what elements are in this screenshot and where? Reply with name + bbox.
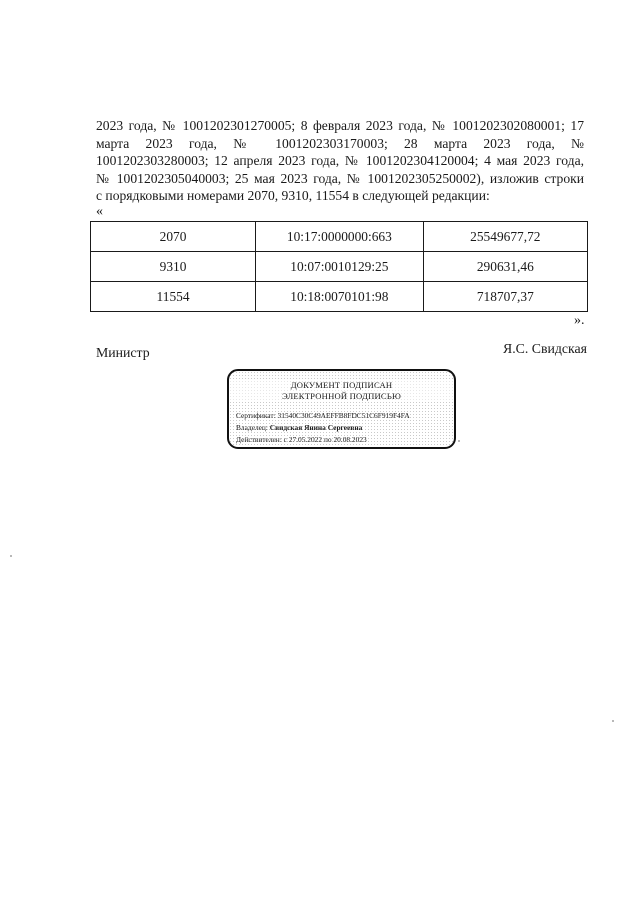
value-cell: 290631,46 — [423, 252, 587, 282]
stamp-title-line: ЭЛЕКТРОННОЙ ПОДПИСЬЮ — [281, 390, 401, 401]
table-row — [91, 282, 588, 312]
owner-value: Свидская Янина Сергеевна — [269, 423, 363, 432]
scan-speck — [10, 555, 12, 557]
table-row — [91, 222, 588, 252]
closing-quote: ». — [574, 313, 585, 328]
certificate-label: Сертификат: — [236, 411, 276, 420]
scan-speck — [458, 440, 460, 442]
cadastral-number-cell: 10:17:0000000:663 — [256, 222, 424, 252]
signer-title: Министр — [96, 345, 150, 360]
paragraph-line: 1001202303280003; 12 апреля 2023 года, № 1001202304120004; 4 мая 2023 года, — [96, 153, 584, 169]
validity-from-prefix: с — [283, 435, 287, 444]
electronic-signature-stamp — [227, 369, 456, 449]
parcel-table — [90, 221, 588, 312]
stamp-certificate — [236, 411, 410, 420]
row-number-cell: 11554 — [91, 282, 256, 312]
value-cell: 718707,37 — [423, 282, 587, 312]
row-number-cell: 2070 — [91, 222, 256, 252]
signer-name: Я.С. Свидская — [503, 341, 587, 356]
body-paragraph — [96, 117, 584, 205]
row-number-cell: 9310 — [91, 252, 256, 282]
paragraph-line: с порядковыми номерами 2070, 9310, 11554 в следующей редакции: — [96, 188, 490, 204]
paragraph-line: № 1001202305040003; 25 мая 2023 года, № 1001202305250002), изложив строки — [96, 170, 584, 186]
stamp-title — [229, 380, 454, 401]
validity-to-prefix: по — [323, 435, 332, 444]
validity-label: Действителен: — [236, 435, 282, 444]
certificate-value: 31540C30C49AEFFB8FDC51C6F919F4FA — [277, 411, 410, 420]
validity-from: 27.05.2022 — [288, 435, 323, 444]
scan-speck — [612, 720, 614, 722]
stamp-title-line: ДОКУМЕНТ ПОДПИСАН — [290, 380, 393, 390]
stamp-validity — [236, 435, 367, 444]
paragraph-line: марта 2023 года, № 1001202303170003; 28 марта 2023 года, № — [96, 135, 584, 151]
cadastral-number-cell: 10:18:0070101:98 — [256, 282, 424, 312]
table-row — [91, 252, 588, 282]
opening-quote: « — [96, 204, 103, 219]
stamp-owner — [236, 423, 362, 432]
cadastral-number-cell: 10:07:0010129:25 — [256, 252, 424, 282]
value-cell: 25549677,72 — [423, 222, 587, 252]
paragraph-line: 2023 года, № 1001202301270005; 8 февраля 2023 года, № 1001202302080001; 17 — [96, 118, 584, 133]
validity-to: 20.08.2023 — [333, 435, 367, 444]
owner-label: Владелец: — [236, 423, 268, 432]
